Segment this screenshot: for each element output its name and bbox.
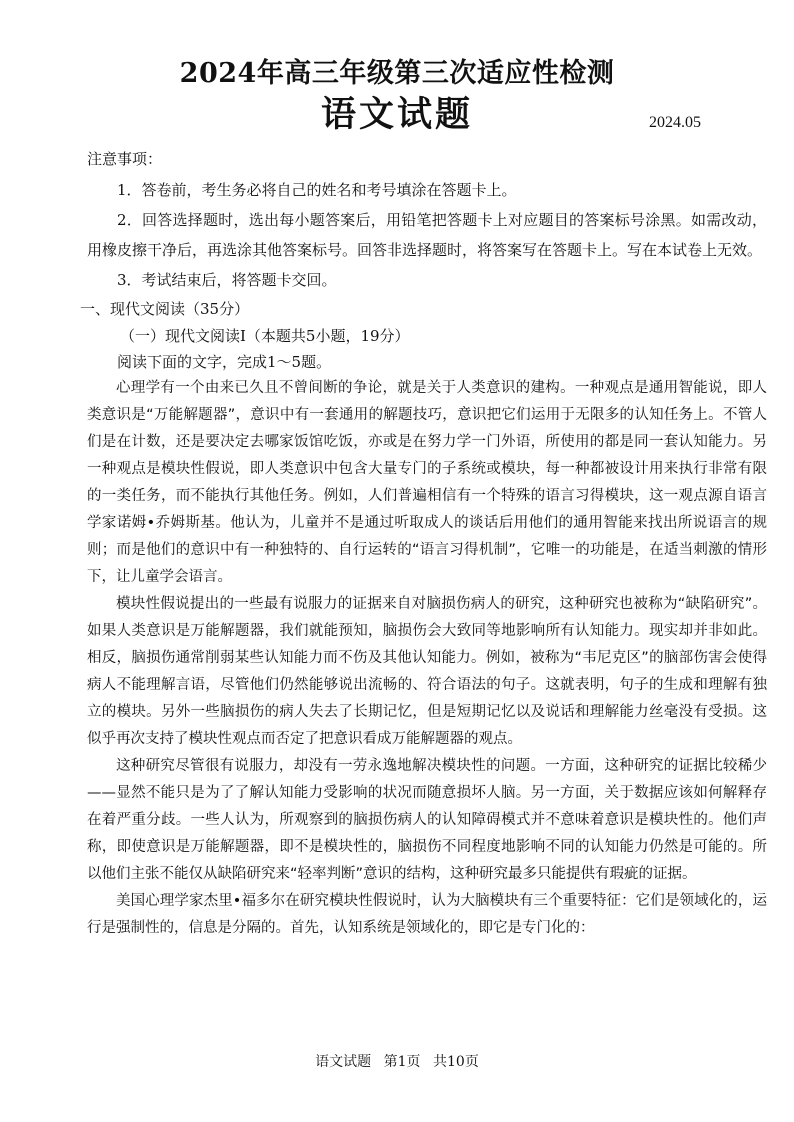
subsection-heading: （一）现代文阅读I（本题共5小题，19分） (120, 327, 410, 345)
exam-body (80, 147, 767, 942)
passage-paragraph-1: 心理学有一个由来已久且不曾间断的争论，就是关于人类意识的建构。一种观点是通用智能说，即人类意识是“万能解题器”，意识中有一套通用的解题技巧，意识把它们运用于无限多的认知任务上。不管人们是在计数，还是要决定去哪家饭馆吃饭，亦或是在努力学一门外语，所使用的都是同一套认知能力。另一种观点是模块性假说，即人类意识中包含大量专门的子系统或模块，每一种都被设计用来执行非常有限的一类任务，而不能执行其他任务。例如，人们普遍相信有一个特殊的语言习得模块，这一观点源自语言学家诺姆•乔姆斯基。他认为，儿童并不是通过听取成人的谈话后用他们的通用智能来找出所说语言的规则；而是他们的意识中有一种独特的、自行运转的“语言习得机制”，它唯一的功能是，在适当刺激的情形下，让儿童学会语言。 (87, 380, 767, 585)
notice-item-1: 1．答卷前，考生务必将自己的姓名和考号填涂在答题卡上。 (117, 181, 517, 199)
notice-item-3: 3．考试结束后，将答题卡交回。 (117, 271, 337, 289)
passage-paragraph-2: 模块性假说提出的一些最有说服力的证据来自对脑损伤病人的研究，这种研究也被称为“缺陷研究”。如果人类意识是万能解题器，我们就能预知，脑损伤会大致同等地影响所有认知能力。现实却并非如此。相反，脑损伤通常削弱某些认知能力而不伤及其他认知能力。例如，被称为“韦尼克区”的脑部伤害会使得病人不能理解言语，尽管他们仍然能够说出流畅的、符合语法的句子。这就表明，句子的生成和理解有独立的模块。另外一些脑损伤的病人失去了长期记忆，但是短期记忆以及说话和理解能力丝毫没有受损。这似乎再次支持了模块性观点而否定了把意识看成万能解题器的观点。 (87, 596, 767, 747)
exam-subject-title: 语文试题 (320, 94, 473, 135)
exam-title: 2024年高三年级第三次适应性检测 (179, 58, 615, 89)
passage-paragraph-3: 这种研究尽管很有说服力，却没有一劳永逸地解决模块性的问题。一方面，这种研究的证据比较稀少——显然不能只是为了了解认知能力受影响的状况而随意损坏人脑。另一方面，关于数据应该如何解释存在着严重分歧。一些人认为，所观察到的脑损伤病人的认知障碍模式并不意味着意识是模块性的。他们声称，即使意识是万能解题器，即不是模块性的，脑损伤不同程度地影响不同的认知能力仍然是可能的。所以他们主张不能仅从缺陷研究来“轻率判断”意识的结构，这种研究最多只能提供有瑕疵的证据。 (87, 758, 767, 882)
footer-total-pages: 共10页 (433, 1054, 479, 1070)
page-footer (0, 1052, 794, 1072)
passage-paragraph-4: 美国心理学家杰里•福多尔在研究模块性假说时，认为大脑模块有三个重要特征：它们是领域化的，运行是强制性的，信息是分隔的。首先，认知系统是领域化的，即它是专门化的： (87, 893, 767, 936)
section-heading: 一、现代文阅读（35分） (80, 300, 250, 318)
notice-heading: 注意事项： (87, 150, 163, 168)
exam-date: 2024.05 (649, 114, 701, 131)
footer-page-number: 第1页 (383, 1054, 421, 1070)
footer-subject: 语文试题 (315, 1054, 372, 1070)
reading-instruction: 阅读下面的文字，完成1～5题。 (117, 353, 332, 371)
notice-item-2: 2．回答选择题时，选出每小题答案后，用铅笔把答题卡上对应题目的答案标号涂黑。如需改动，用橡皮擦干净后，再选涂其他答案标号。回答非选择题时，将答案写在答题卡上。写在本试卷上无效。 (87, 211, 767, 259)
